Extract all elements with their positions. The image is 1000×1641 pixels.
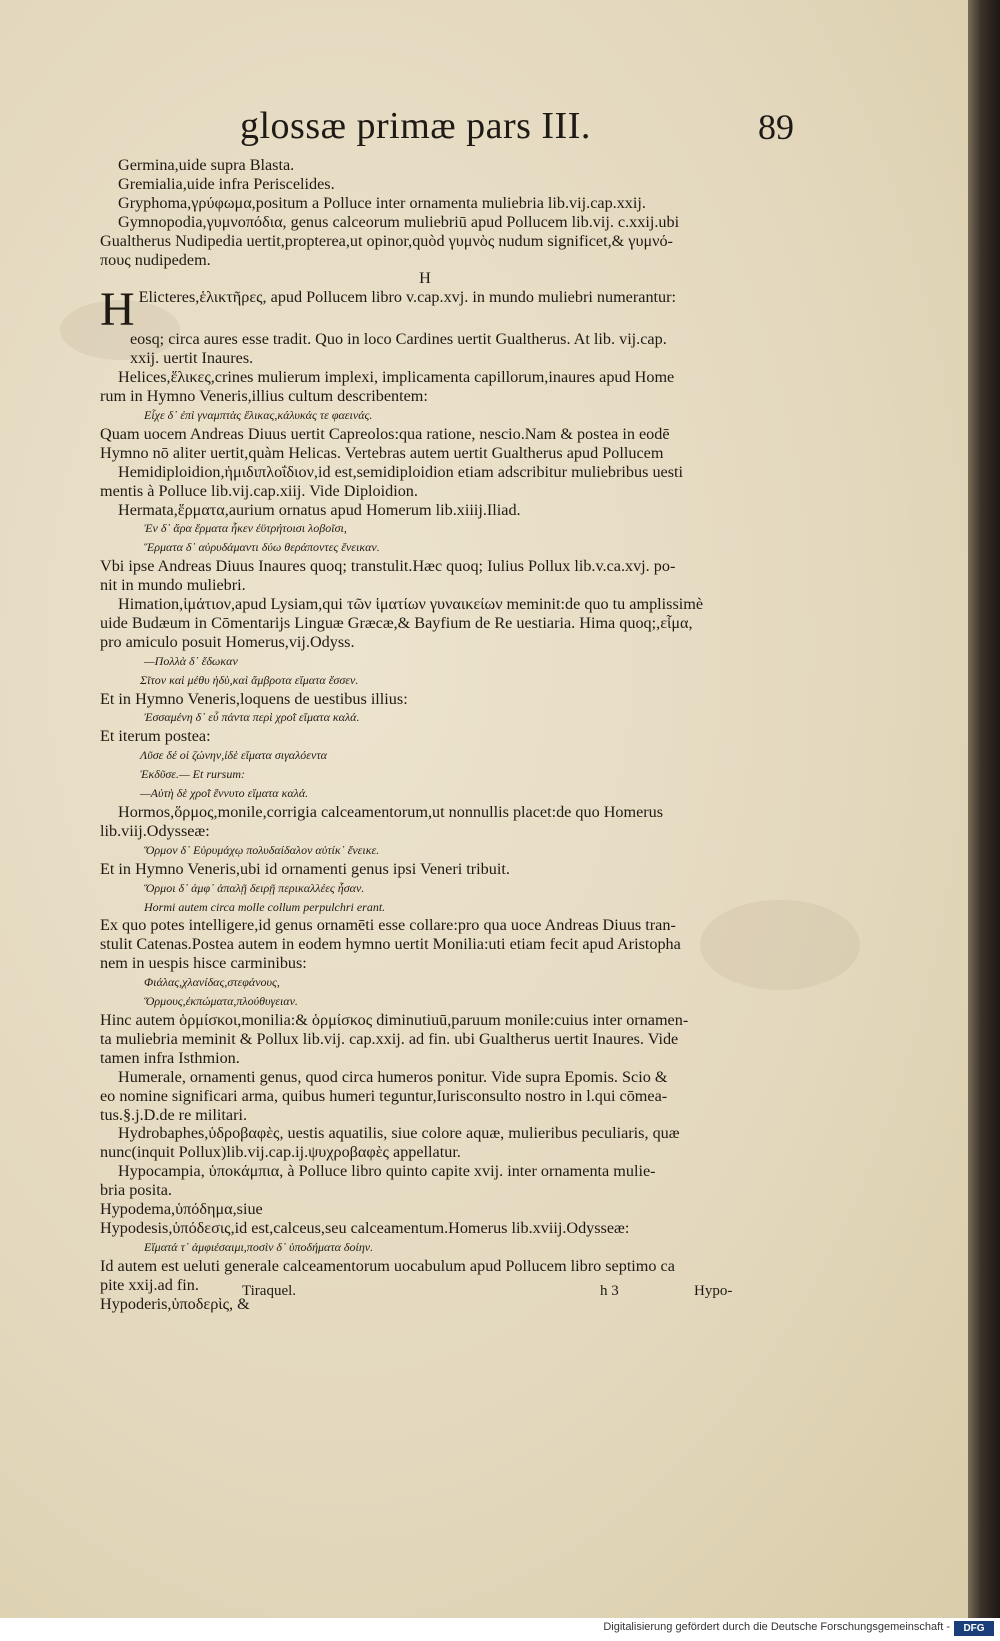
text-line: Ἕρματα δ᾽ αὐρυδάμαντι δύω θεράποντες ἔνεικαν.: [144, 540, 380, 555]
text-line: ta muliebria meminit & Pollux lib.vij. cap.xxij. ad fin. ubi Gualtherus uertit Inaures. Vide: [100, 1029, 679, 1048]
text-line: Gymnopodia,γυμνοπόδια, genus calceorum muliebriū apud Pollucem lib.vij. c.xxij.ubi: [118, 212, 680, 231]
text-line: eo nomine significari arma, quibus humeri teguntur,Iurisconsulto nostro in l.qui cōmea-: [100, 1086, 668, 1105]
text-line: Hormi autem circa molle collum perpulchri erant.: [144, 899, 386, 914]
text-line: Hinc autem ὁρμίσκοι,monilia:& ὁρμίσκος diminutiuū,paruum monile:cuius inter ornamen-: [100, 1010, 689, 1029]
page-header: [0, 104, 968, 154]
text-line: Εἶχε δ᾽ ἐπὶ γναμπτὰς ἕλικας,κάλυκάς τε φαεινάς.: [144, 407, 373, 422]
text-line: nem in uespis hisce carminibus:: [100, 954, 307, 973]
text-line: Vbi ipse Andreas Diuus Inaures quoq; transtulit.Hæc quoq; Iulius Pollux lib.v.ca.xvj. po-: [100, 557, 676, 576]
text-line: nunc(inquit Pollux)lib.vij.cap.ij.ψυχροβαφὲς appellatur.: [100, 1143, 461, 1162]
page-footer: [0, 1283, 968, 1303]
text-line: Hermata,ἕρματα,aurium ornatus apud Homerum lib.xiiij.Iliad.: [118, 500, 521, 519]
signature-mark: h 3: [600, 1283, 619, 1299]
text-line: Gualtherus Nudipedia uertit,propterea,ut opinor,quòd γυμνὸς nudum significet,& γυμνό-: [100, 231, 673, 250]
text-line: Humerale, ornamenti genus, quod circa humeros ponitur. Vide supra Epomis. Scio &: [118, 1067, 668, 1086]
text-line: Ἐν δ᾽ ἄρα ἕρματα ἧκεν ἐϋτρήτοισι λοβοῖσι,: [144, 521, 347, 536]
catchword-left: Tiraquel.: [242, 1283, 297, 1299]
text-line: Et in Hymno Veneris,ubi id ornamenti genus ipsi Veneri tribuit.: [100, 859, 510, 878]
text-line: Hydrobaphes,ὑδροβαφὲς, uestis aquatilis, siue colore aquæ, mulieribus peculiaris, quæ: [118, 1124, 680, 1143]
text-line: Hypodesis,ὑπόδεσις,id est,calceus,seu calceamentum.Homerus lib.xviij.Odysseæ:: [100, 1218, 630, 1237]
text-line: Id autem est ueluti generale calceamentorum uocabulum apud Pollucem libro septimo ca: [100, 1256, 675, 1275]
text-line: uide Budæum in Cōmentarijs Linguæ Græcæ,& Bayfium de Re uestiaria. Hima quoq;,εἷμα,: [100, 613, 693, 632]
text-line: nit in mundo muliebri.: [100, 576, 246, 595]
text-line: Himation,ἱμάτιον,apud Lysiam,qui τῶν ἱματίων γυναικείων meminit:de quo tu amplissimè: [118, 595, 704, 614]
text-line: tus.§.j.D.de re militari.: [100, 1105, 248, 1124]
text-line: Hypodema,ὑπόδημα,siue: [100, 1200, 263, 1219]
text-line: Et iterum postea:: [100, 727, 211, 746]
text-line: Φιάλας,χλανίδας,στεφάνους,: [144, 975, 280, 990]
text-line: mentis à Polluce lib.vij.cap.xiij. Vide Diploidion.: [100, 481, 418, 500]
text-line: pro amiculo posuit Homerus,vij.Odyss.: [100, 632, 355, 651]
page-number: 89: [758, 107, 794, 147]
text-line: Gryphoma,γρύφωμα,positum a Polluce inter ornamenta muliebria lib.vij.cap.xxij.: [118, 193, 646, 212]
text-line: Ex quo potes intelligere,id genus ornamēti esse collare:pro qua uoce Andreas Diuus tran-: [100, 916, 676, 935]
text-line: Quam uocem Andreas Diuus uertit Capreolos:qua ratione, nescio.Nam & postea in eodē: [100, 424, 670, 443]
text-line: Εἵματά τ᾽ ἀμφιέσαιμι,ποσὶν δ᾽ ὑποδήματα δοίην.: [144, 1239, 374, 1254]
text-line: Hemidiploidion,ἡμιδιπλοΐδιον,id est,semidiploidion etiam adscribitur muliebribus uesti: [118, 462, 684, 481]
text-line: Hymno nō aliter uertit,quàm Helicas. Vertebras autem uertit Gualtherus apud Pollucem: [100, 443, 664, 462]
text-line: [100, 288, 790, 330]
page-edge: [968, 0, 1000, 1618]
text-line: stulit Catenas.Postea autem in eodem hymno uertit Monilia:uti etiam fecit apud Aristopha: [100, 935, 681, 954]
text-line: —Αὐτὴ δὲ χροῒ ἕννυτο εἵματα καλά.: [140, 786, 309, 801]
text-line: bria posita.: [100, 1181, 172, 1200]
text-line: Ὅρμον δ᾽ Εὐρυμάχῳ πολυδαίδαλον αὐτίκ᾽ ἔνεικε.: [144, 842, 380, 857]
text-line: H: [419, 269, 431, 288]
text-line-content: Elicteres,ἑλικτῆρες, apud Pollucem libro v.cap.xvj. in mundo muliebri numerantur:: [138, 288, 677, 307]
text-line: Σῖτον καὶ μέθυ ἡδὺ,καὶ ἄμβροτα εἵματα ἕσσεν.: [140, 672, 359, 687]
text-line: πους nudipedem.: [100, 250, 211, 269]
body-text: [100, 156, 790, 1313]
text-line: Germina,uide supra Blasta.: [118, 156, 295, 174]
text-line: xxij. uertit Inaures.: [130, 349, 254, 368]
text-line: eosq; circa aures esse tradit. Quo in loco Cardines uertit Gualtherus. At lib. vij.cap.: [130, 330, 667, 349]
text-line: Ὅρμους,ἐκπώματα,πλούθυγειαν.: [144, 994, 298, 1009]
text-line: —Πολλὰ δ᾽ ἔδωκαν: [144, 653, 238, 668]
text-line: lib.viij.Odysseæ:: [100, 821, 210, 840]
text-line: tamen infra Isthmion.: [100, 1048, 240, 1067]
text-line: Ἐκδῦσε.— Et rursum:: [140, 767, 245, 782]
text-line: rum in Hymno Veneris,illius cultum describentem:: [100, 387, 428, 406]
text-line: Gremialia,uide infra Periscelides.: [118, 174, 335, 193]
text-line: Ἐσσαμένη δ᾽ εὖ πάντα περὶ χροῒ εἵματα καλά.: [144, 710, 360, 725]
text-line: Helices,ἕλικες,crines mulierum implexi, implicamenta capillorum,inaures apud Home: [118, 368, 675, 387]
dfg-logo: DFG: [954, 1621, 994, 1636]
catchword: Hypo-: [694, 1283, 733, 1299]
text-line: Hypocampia, ὑποκάμπια, à Polluce libro quinto capite xvij. inter ornamenta mulie-: [118, 1162, 656, 1181]
text-line: Λῦσε δέ οἱ ζώνην,ἰδὲ εἵματα σιγαλόεντα: [140, 748, 327, 763]
running-head: glossæ primæ pars III.: [240, 105, 591, 147]
digitization-note: Digitalisierung gefördert durch die Deutsche Forschungsgemeinschaft -: [603, 1621, 950, 1633]
text-line: Hypoderis,ὑποδερὶς, &: [100, 1294, 250, 1313]
text-line: Ὅρμοι δ᾽ ἀμφ᾽ ἁπαλῇ δειρῇ περικαλλέες ἦσαν.: [144, 880, 365, 895]
text-line: Et in Hymno Veneris,loquens de uestibus illius:: [100, 689, 408, 708]
text-line: Hormos,ὅρμος,monile,corrigia calceamentorum,ut nonnullis placet:de quo Homerus: [118, 803, 664, 821]
text-line: pite xxij.ad fin.: [100, 1275, 199, 1294]
drop-cap: H: [100, 288, 135, 331]
